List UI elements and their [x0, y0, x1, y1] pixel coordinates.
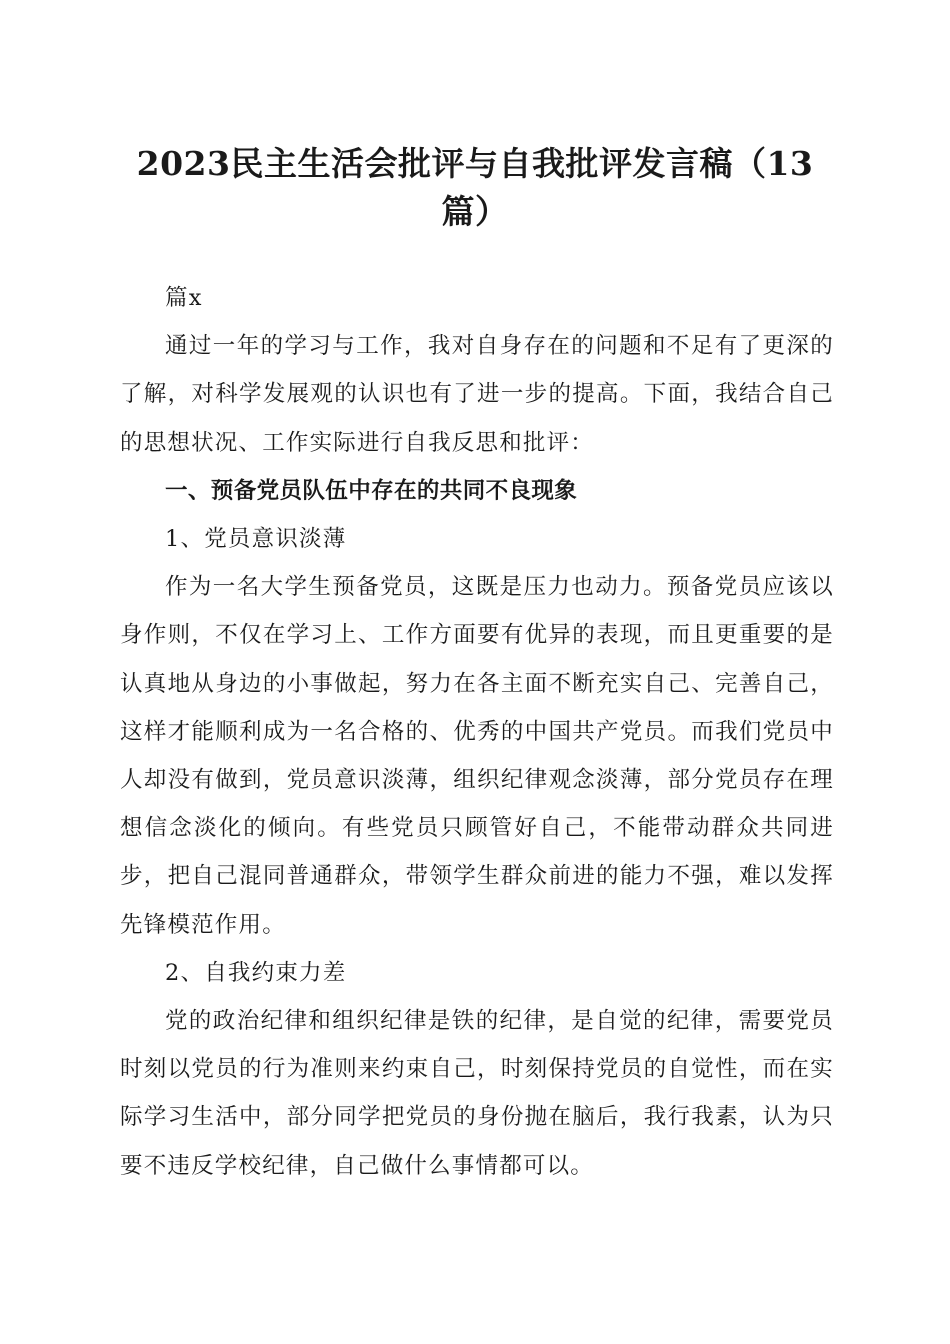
subheading-2: 2、自我约束力差 [165, 959, 347, 986]
intro-paragraph: 通过一年的学习与工作，我对自身存在的问题和不足有了更深的了解，对科学发展观的认识也有了进一步的提高。下面，我结合自己的思想状况、工作实际进行自我反思和批评： [120, 333, 834, 456]
section-label: 篇x [165, 285, 203, 311]
subheading-1: 1、党员意识淡薄 [165, 526, 347, 553]
section-heading: 一、预备党员队伍中存在的共同不良现象 [165, 477, 578, 504]
document-body [120, 282, 834, 1190]
body-paragraph-1: 作为一名大学生预备党员，这既是压力也动力。预备党员应该以身作则，不仅在学习上、工作方面要有优异的表现，而且更重要的是认真地从身边的小事做起，努力在各主面不断充实自己、完善自己，这样才能顺利成为一名合格的、优秀的中国共产党员。而我们党员中人却没有做到，党员意识淡薄，组织纪律观念淡薄，部分党员存在理想信念淡化的倾向。有些党员只顾管好自己，不能带动群众共同进步，把自己混同普通群众，带领学生群众前进的能力不强，难以发挥先锋模范作用。 [120, 574, 834, 938]
body-paragraph-2: 党的政治纪律和组织纪律是铁的纪律，是自觉的纪律，需要党员时刻以党员的行为准则来约束自己，时刻保持党员的自觉性，而在实际学习生活中，部分同学把党员的身份抛在脑后，我行我素，认为只要不违反学校纪律，自己做什么事情都可以。 [120, 1008, 834, 1179]
document-title: 2023民主生活会批评与自我批评发言稿（13篇） [136, 144, 814, 231]
